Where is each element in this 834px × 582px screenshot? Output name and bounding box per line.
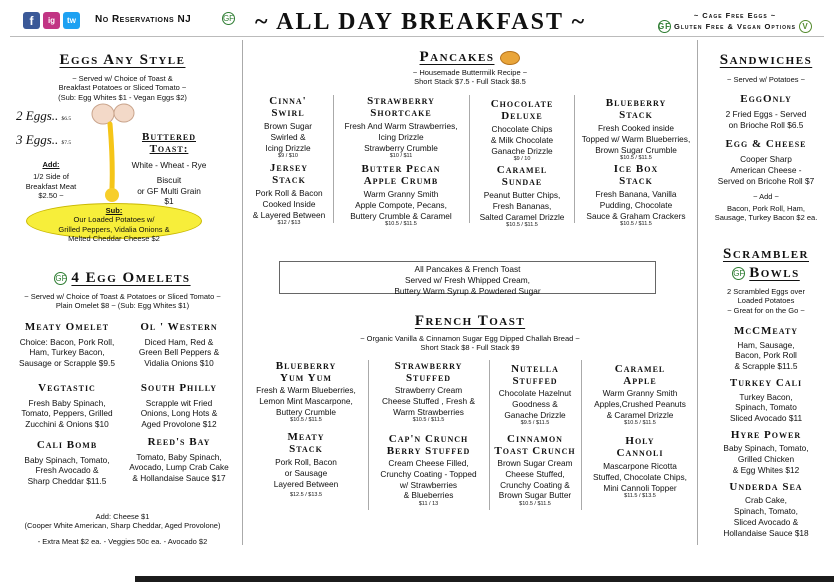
item-desc: Green Bell Peppers & bbox=[138, 347, 220, 358]
item-desc: Scrapple wit Fried bbox=[145, 397, 213, 408]
add-note: Sausage, Turkey Bacon $2 ea. bbox=[714, 213, 818, 223]
item-desc: Sliced Avocado $11 bbox=[729, 413, 803, 424]
three-eggs-label: 3 Eggs.. bbox=[16, 132, 59, 147]
item-price: $10.5 / $11.5 bbox=[506, 222, 538, 229]
item-name: Deluxe bbox=[501, 109, 543, 122]
sandwiches-section bbox=[700, 52, 832, 223]
item-name: Caramel bbox=[614, 363, 666, 375]
item-desc: Icing Drizzle bbox=[265, 142, 311, 153]
section-note: Breakfast Potatoes or Sliced Tomato ~ bbox=[58, 83, 187, 93]
item-desc: Cream Cheese Filled, bbox=[388, 458, 469, 469]
item-desc: Ham, Sausage, bbox=[737, 339, 795, 350]
item-desc: Cheese Stuffed, bbox=[505, 468, 565, 479]
item-name: Stuffed bbox=[405, 371, 452, 384]
item-desc: Tomato, Peppers, Grilled bbox=[21, 408, 113, 419]
item-name: Apple Crumb bbox=[363, 174, 439, 187]
gluten-free-icon: GF bbox=[657, 22, 672, 31]
item-desc: Apples,Crushed Peanuts bbox=[594, 398, 686, 409]
item-name: Hyre Power bbox=[730, 428, 802, 441]
scrambler-heading bbox=[700, 265, 832, 282]
item-price: $10.5 / $11.5 bbox=[519, 501, 551, 508]
item-desc: Sausage or Scrapple $9.5 bbox=[19, 358, 115, 369]
menu-item bbox=[124, 383, 234, 430]
item-desc: Turkey Bacon, bbox=[739, 391, 793, 402]
two-eggs-label: 2 Eggs.. bbox=[16, 108, 59, 123]
menu-item bbox=[370, 361, 487, 423]
box-line: All Pancakes & French Toast bbox=[414, 264, 521, 274]
add-note: ~ Add ~ bbox=[753, 192, 779, 202]
section-note: ~ Served w/ Choice of Toast & bbox=[72, 74, 173, 83]
gluten-free-icon: GF bbox=[222, 14, 235, 23]
item-desc: on Brioche Roll $6.5 bbox=[728, 119, 804, 130]
item-name: McCMeaty bbox=[733, 325, 799, 338]
item-desc: Fresh Banana, Vanilla bbox=[595, 189, 677, 200]
item-name: Chocolate bbox=[490, 98, 554, 110]
item-name: Yum Yum bbox=[280, 371, 332, 384]
item-name: EggOnly bbox=[740, 93, 792, 106]
item-desc: & Blueberries bbox=[403, 490, 454, 501]
toast-title: Toast: bbox=[149, 142, 189, 155]
item-desc: & Scrapple $11.5 bbox=[734, 361, 798, 372]
three-eggs bbox=[16, 132, 71, 148]
item-name: Toast Crunch bbox=[494, 444, 576, 457]
menu-item bbox=[491, 364, 579, 426]
item-name: Cannoli bbox=[616, 446, 664, 459]
vegan-icon: V bbox=[799, 20, 812, 33]
header-note bbox=[640, 11, 830, 33]
item-desc: Ham, Turkey Bacon, bbox=[29, 347, 105, 358]
add-note bbox=[16, 160, 86, 201]
item-desc: Brown Sugar bbox=[264, 121, 312, 132]
item-desc: Warm Granny Smith bbox=[602, 388, 678, 399]
item-name: Shortcake bbox=[370, 106, 432, 119]
column-divider bbox=[368, 360, 369, 510]
item-desc: Apple Compote, Pecans, bbox=[355, 199, 447, 210]
two-eggs bbox=[16, 108, 71, 124]
item-desc: & Caramel Drizzle bbox=[606, 409, 674, 420]
menu-item bbox=[336, 164, 466, 227]
item-name: Jersey bbox=[269, 162, 309, 174]
section-title: French Toast bbox=[414, 313, 526, 329]
two-eggs-price: $6.5 bbox=[61, 116, 72, 122]
section-note: ~ Served w/ Potatoes ~ bbox=[727, 75, 805, 84]
section-title: Scrambler bbox=[722, 246, 809, 262]
item-desc: Tomato, Baby Spinach, bbox=[136, 451, 222, 462]
menu-item bbox=[472, 165, 572, 228]
item-desc: Chocolate Chips bbox=[491, 124, 553, 135]
section-title: Pancakes bbox=[419, 49, 495, 65]
item-desc: Grilled Chicken bbox=[737, 454, 795, 465]
item-desc: Fresh Baby Spinach, bbox=[28, 397, 106, 408]
item-name: Meaty bbox=[287, 431, 325, 443]
item-desc: Crunchy Coating & bbox=[500, 479, 570, 490]
section-note: Plain Omelet $8 ~ (Sub: Egg Whites $1) bbox=[55, 301, 190, 311]
item-desc: Cheese Stuffed , Fresh & bbox=[381, 395, 475, 406]
item-name: Stack bbox=[619, 108, 653, 121]
item-desc: Salted Caramel Drizzle bbox=[479, 211, 565, 222]
footer-note: - Extra Meat $2 ea. - Veggies 50c ea. - Avocado $2 bbox=[37, 536, 208, 546]
item-desc: Icing Drizzle bbox=[378, 131, 424, 142]
item-desc: Topped w/ Warm Blueberries, bbox=[581, 133, 691, 144]
item-name: Meaty Omelet bbox=[24, 321, 110, 333]
item-desc: Choice: Bacon, Pork Roll, bbox=[19, 336, 115, 347]
section-note: Short Stack $7.5 - Full Stack $8.5 bbox=[414, 77, 526, 87]
item-name: Ice Box bbox=[613, 163, 659, 175]
menu-item bbox=[8, 322, 126, 369]
item-desc: Brown Sugar Butter bbox=[498, 490, 572, 501]
column-divider bbox=[489, 360, 490, 510]
item-desc: Baby Spinach, Tomato, bbox=[24, 454, 110, 465]
item-desc: Brown Sugar Crumble bbox=[595, 144, 677, 155]
column-divider bbox=[697, 40, 698, 545]
toast-option: $1 bbox=[164, 196, 174, 207]
item-desc: Stuffed, Chocolate Chips, bbox=[593, 471, 687, 482]
item-desc: Fresh And Warm Strawberries, bbox=[344, 121, 458, 132]
item-name: South Philly bbox=[140, 382, 218, 394]
gf-vegan-note bbox=[640, 20, 830, 33]
menu-item bbox=[576, 98, 696, 161]
item-desc: Buttery Crumble & Caramel bbox=[350, 210, 452, 221]
menu-item bbox=[336, 96, 466, 159]
item-desc: Ganache Drizzle bbox=[491, 145, 553, 156]
item-name: Blueberry bbox=[275, 360, 337, 372]
section-note: ~ Housemade Buttermilk Recipe ~ bbox=[412, 68, 528, 77]
item-name: Cinnamon bbox=[507, 433, 563, 445]
footer-note: (Cooper White American, Sharp Cheddar, Aged Provolone) bbox=[24, 521, 221, 531]
add-note: Bacon, Pork Roll, Ham, bbox=[727, 203, 805, 213]
item-desc: Mascarpone Ricotta bbox=[603, 461, 677, 472]
header-divider bbox=[10, 36, 824, 37]
item-desc: Mini Cannoli Topper bbox=[603, 482, 677, 493]
item-name: Caramel bbox=[496, 164, 548, 176]
item-price: $10.5 / $11.5 bbox=[624, 420, 656, 427]
item-price: $9 / $10 bbox=[278, 153, 298, 160]
item-name: Berry Stuffed bbox=[386, 444, 471, 457]
loaded-potatoes-oval bbox=[26, 203, 202, 244]
section-title: 4 Egg Omelets bbox=[71, 270, 191, 286]
item-name: Strawberry bbox=[394, 360, 463, 372]
item-desc: Zucchini & Onions $10 bbox=[25, 419, 109, 430]
item-desc: & Layered Between bbox=[252, 209, 326, 220]
item-desc: Fresh Cooked inside bbox=[597, 123, 675, 134]
item-price: $12 / $13 bbox=[277, 220, 301, 227]
gluten-free-icon: GF bbox=[55, 274, 67, 283]
item-price: $10 / $11 bbox=[389, 153, 413, 160]
menu-item bbox=[576, 164, 696, 227]
item-name: Swirl bbox=[271, 106, 305, 119]
item-desc: Hollandaise Sauce $18 bbox=[723, 527, 809, 538]
sub-line: Grilled Peppers, Vidalia Onions & bbox=[58, 224, 170, 234]
section-note: ~ Great for on the Go ~ bbox=[727, 305, 805, 315]
item-desc: Avocado, Lump Crab Cake bbox=[129, 462, 229, 473]
section-note: ~ Served w/ Choice of Toast & Potatoes or Sliced Tomato ~ bbox=[24, 292, 221, 301]
menu-item bbox=[584, 364, 696, 426]
menu-item bbox=[584, 436, 696, 499]
item-name: Cinna' bbox=[269, 95, 307, 107]
instagram-icon[interactable]: ig bbox=[43, 12, 60, 29]
omelets-heading bbox=[10, 270, 235, 287]
gf-vegan-label: Gluten Free & Vegan Options bbox=[673, 22, 796, 31]
menu-item bbox=[8, 383, 126, 430]
section-title: Sandwiches bbox=[719, 52, 813, 68]
item-desc: Layered Between bbox=[273, 478, 339, 489]
item-desc: American Cheese - bbox=[730, 164, 802, 175]
column-divider bbox=[574, 95, 575, 223]
gluten-free-icon: GF bbox=[733, 269, 745, 278]
footer-note: Add: Cheese $1 bbox=[95, 512, 150, 521]
add-text: 1/2 Side of bbox=[33, 172, 69, 182]
box-line: Buttery Warm Syrup & Powdered Sugar bbox=[394, 285, 541, 296]
menu-item bbox=[248, 96, 328, 159]
item-name: Butter Pecan bbox=[361, 163, 441, 175]
item-name: Underda Sea bbox=[729, 480, 803, 493]
item-desc: Bacon, Pork Roll bbox=[735, 350, 797, 361]
item-desc: & Milk Chocolate bbox=[490, 134, 554, 145]
scrambler-section bbox=[700, 246, 832, 538]
item-desc: Spinach, Tomato bbox=[735, 402, 797, 413]
buttered-toast bbox=[128, 132, 210, 207]
section-note: (Sub: Egg Whites $1 - Vegan Eggs $2) bbox=[58, 92, 187, 102]
toast-option: Biscuit bbox=[156, 174, 182, 185]
item-price: $11 / 13 bbox=[418, 501, 439, 508]
item-name: Egg & Cheese bbox=[725, 138, 807, 151]
item-price: $10.5 / $11.5 bbox=[412, 417, 445, 424]
column-divider bbox=[333, 95, 334, 223]
toast-options: White - Wheat - Rye bbox=[131, 160, 207, 171]
menu-item bbox=[124, 437, 234, 484]
facebook-icon[interactable]: f bbox=[23, 12, 40, 29]
menu-item bbox=[370, 434, 487, 507]
section-note: Loaded Potatoes bbox=[737, 296, 795, 306]
item-desc: Warm Strawberries bbox=[393, 406, 464, 417]
item-desc: Fresh & Warm Blueberries, bbox=[256, 385, 356, 396]
item-name: Strawberry bbox=[367, 95, 435, 107]
sub-label: Sub: bbox=[105, 206, 123, 215]
item-desc: Baby Spinach, Tomato, bbox=[723, 443, 809, 454]
item-name: Reed's Bay bbox=[147, 436, 211, 448]
item-desc: Spinach, Tomato, bbox=[734, 506, 798, 517]
item-desc: Cooper Sharp bbox=[740, 154, 792, 165]
page-title: ~ ALL DAY BREAKFAST ~ bbox=[255, 9, 587, 35]
item-name: Cap'n Crunch bbox=[388, 433, 469, 445]
item-name: Blueberry bbox=[605, 97, 667, 109]
item-desc: Sharp Cheddar $11.5 bbox=[27, 476, 107, 487]
section-note: 2 Scrambled Eggs over bbox=[727, 287, 805, 296]
item-desc: Lemon Mint Mascarpone, bbox=[259, 395, 353, 406]
item-desc: Strawberry Cream bbox=[394, 385, 463, 396]
item-desc: Aged Provolone $12 bbox=[141, 419, 217, 430]
column-divider bbox=[581, 360, 582, 510]
item-desc: Pudding, Chocolate bbox=[599, 199, 673, 210]
item-price: $12.5 / $13.5 bbox=[289, 492, 323, 499]
column-divider bbox=[242, 40, 243, 545]
item-desc: Buttery Crumble bbox=[276, 406, 336, 417]
menu-item bbox=[246, 361, 366, 423]
section-note: ~ Organic Vanilla & Cinnamon Sugar Egg Dipped Challah Bread ~ bbox=[360, 334, 580, 343]
item-name: Stack bbox=[272, 173, 306, 186]
item-desc: Crab Cake, bbox=[745, 495, 787, 506]
item-name: Nutella bbox=[511, 363, 559, 375]
item-desc: Chocolate Hazelnut bbox=[498, 388, 572, 399]
item-desc: Goodness & bbox=[512, 398, 558, 409]
item-price: $9 / 10 bbox=[513, 156, 531, 163]
column-divider bbox=[469, 95, 470, 223]
item-price: $10.5 / $11.5 bbox=[290, 417, 322, 424]
item-desc: Sliced Avocado & bbox=[733, 516, 799, 527]
item-name: Stuffed bbox=[512, 374, 558, 387]
menu-item bbox=[472, 99, 572, 162]
eggs-section bbox=[10, 52, 235, 102]
social-icons bbox=[23, 12, 80, 29]
menu-item bbox=[248, 163, 330, 226]
sub-line: Our Loaded Potatoes w/ bbox=[73, 215, 155, 225]
section-title: Bowls bbox=[749, 265, 800, 281]
item-desc: Diced Ham, Red & bbox=[144, 336, 214, 347]
menu-item bbox=[246, 432, 366, 498]
menu-item bbox=[8, 440, 126, 487]
item-desc: Pork Roll, Bacon bbox=[275, 457, 337, 468]
pancakes-section bbox=[250, 49, 690, 87]
item-desc: Warm Granny Smith bbox=[363, 189, 439, 200]
item-desc: Sauce & Graham Crackers bbox=[586, 210, 686, 221]
item-desc: Swirled & bbox=[270, 131, 306, 142]
toast-option: or GF Multi Grain bbox=[137, 185, 201, 196]
item-price: $9.5 / $11.5 bbox=[520, 420, 550, 427]
toast-title: Buttered bbox=[141, 131, 196, 143]
section-title: Eggs Any Style bbox=[59, 52, 186, 68]
pancake-french-toast-note bbox=[279, 261, 656, 294]
item-desc: Brown Sugar Cream bbox=[497, 458, 573, 469]
item-price: $11.5 / $13.5 bbox=[624, 493, 656, 500]
item-desc: or Sausage bbox=[284, 467, 328, 478]
pancake-icon bbox=[500, 51, 520, 65]
omelets-section bbox=[10, 270, 235, 311]
item-desc: Pork Roll & Bacon bbox=[255, 188, 323, 199]
twitter-icon[interactable]: tw bbox=[63, 12, 80, 29]
item-desc: Peanut Butter Chips, bbox=[483, 190, 561, 201]
item-desc: & Hollandaise Sauce $17 bbox=[132, 473, 226, 484]
menu-item bbox=[491, 434, 579, 507]
bottom-bar bbox=[135, 576, 834, 582]
item-name: Stack bbox=[619, 174, 653, 187]
item-name: Turkey Cali bbox=[729, 377, 803, 390]
cage-free-note: ~ Cage Free Eggs ~ bbox=[693, 11, 777, 20]
item-price: $10.5 / $11.5 bbox=[620, 155, 652, 162]
add-label: Add: bbox=[42, 160, 60, 169]
item-name: Cali Bomb bbox=[36, 439, 98, 451]
french-toast-section bbox=[250, 313, 690, 353]
sub-line: Melted Cheddar Cheese $2 bbox=[68, 234, 160, 244]
item-desc: Fresh Avocado & bbox=[35, 465, 99, 476]
item-name: Apple bbox=[623, 374, 657, 387]
item-name: Vegtastic bbox=[38, 382, 96, 394]
menu-item bbox=[124, 322, 234, 369]
item-price: $10.5 / $11.5 bbox=[385, 221, 417, 228]
box-line: Served w/ Fresh Whipped Cream, bbox=[405, 274, 530, 285]
item-desc: Fresh Bananas, bbox=[492, 200, 552, 211]
item-name: Stack bbox=[289, 442, 323, 455]
item-desc: Onions, Long Hots & bbox=[140, 408, 218, 419]
item-desc: Crunchy Coating - Topped bbox=[380, 468, 477, 479]
item-name: Ol ' Western bbox=[140, 321, 218, 333]
item-desc: 2 Fried Eggs - Served bbox=[725, 108, 807, 119]
item-desc: Served on Bricohe Roll $7 bbox=[717, 175, 815, 186]
three-eggs-price: $7.5 bbox=[61, 140, 72, 146]
item-desc: Strawberry Crumble bbox=[364, 142, 438, 153]
item-desc: Vidalia Onions $10 bbox=[144, 358, 214, 369]
item-name: Holy bbox=[625, 435, 655, 447]
add-text: Breakfast Meat $2.50 ~ bbox=[25, 181, 77, 201]
item-name: Sundae bbox=[501, 175, 543, 188]
brand-name: No Reservations NJ bbox=[95, 14, 192, 25]
item-desc: & Egg Whites $12 bbox=[732, 465, 800, 476]
section-note: Short Stack $8 - Full Stack $9 bbox=[420, 343, 520, 353]
pancakes-heading bbox=[250, 49, 690, 66]
item-desc: Ganache Drizzle bbox=[504, 409, 566, 420]
item-desc: Cooked Inside bbox=[262, 198, 316, 209]
omelet-footer bbox=[10, 512, 235, 546]
item-desc: w/ Strawberries bbox=[399, 479, 458, 490]
item-price: $10.5 / $11.5 bbox=[620, 221, 652, 228]
